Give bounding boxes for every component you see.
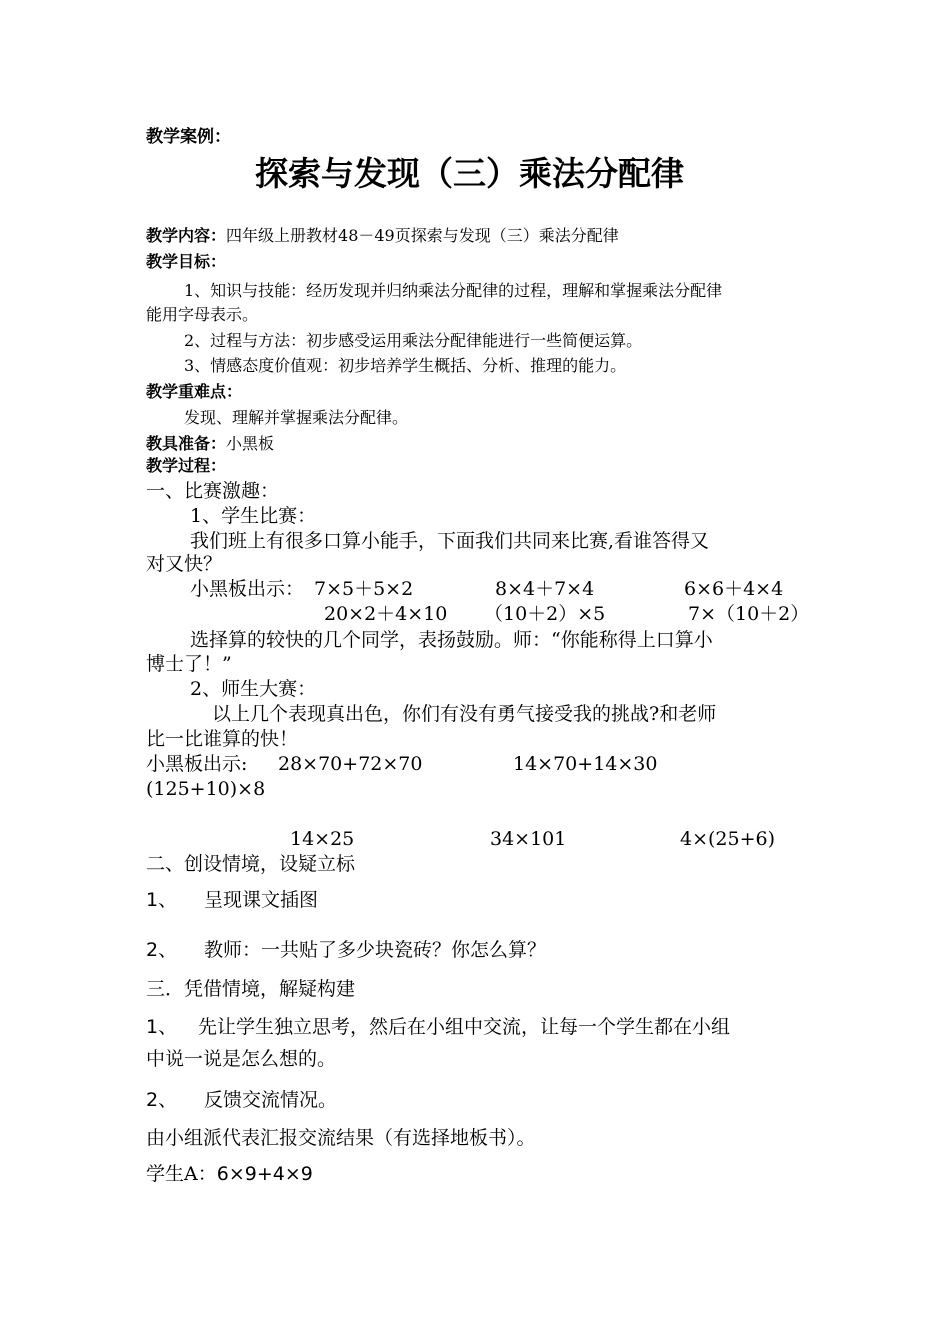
board2-expr-1: 28×70+72×70 — [278, 753, 423, 775]
part3-report: 由小组派代表汇报交流结果（有选择地板书）。 — [146, 1127, 536, 1149]
part2-title: 二、创设情境，设疑立标 — [146, 853, 356, 875]
goal-2: 2、过程与方法：初步感受运用乘法分配律能进行一些简便运算。 — [184, 331, 643, 350]
goal-3: 3、情感态度价值观：初步培养学生概括、分析、推理的能力。 — [184, 356, 627, 375]
part1-title: 一、比赛激趣： — [146, 480, 280, 502]
part3-num-1: 1、 — [146, 1016, 178, 1038]
board2-expr-6: 4×(25+6) — [680, 828, 776, 850]
board1-expr-3: 6×6＋4×4 — [684, 578, 784, 600]
part1-praise-line-1: 选择算的较快的几个同学，表扬鼓励。师：“你能称得上口算小 — [190, 629, 713, 651]
page-title: 探索与发现（三）乘法分配律 — [255, 154, 684, 193]
student-a-expr: 6×9+4×9 — [216, 1163, 313, 1185]
board2-expr-3: (125+10)×8 — [146, 778, 266, 800]
part2-num-1: 1、 — [146, 889, 178, 911]
part3-title: 三．凭借情境，解疑构建 — [146, 978, 356, 1000]
board2-label: 小黑板出示: — [146, 753, 248, 775]
part1-praise-line-2: 博士了！” — [146, 653, 232, 675]
key-points-text: 发现、理解并掌握乘法分配律。 — [184, 408, 409, 427]
goal-1-line-2: 能用字母表示。 — [146, 305, 259, 324]
process-label: 教学过程： — [146, 456, 227, 475]
board1-expr-4: 20×2＋4×10 — [324, 603, 448, 625]
board2-expr-2: 14×70+14×30 — [513, 753, 658, 775]
part2-item-2: 教师：一共贴了多少块瓷砖？你怎么算？ — [204, 939, 547, 961]
content-text: 四年级上册教材48－49页探索与发现（三）乘法分配律 — [226, 226, 619, 245]
tools-text: 小黑板 — [226, 434, 275, 453]
tools-label: 教具准备： — [146, 434, 227, 453]
part1-challenge-line-1: 以上几个表现真出色，你们有没有勇气接受我的挑战?和老师 — [212, 703, 717, 725]
part2-num-2: 2、 — [146, 939, 178, 961]
part1-para-line-1: 我们班上有很多口算小能手，下面我们共同来比赛,看谁答得又 — [190, 530, 710, 552]
board2-expr-5: 34×101 — [490, 828, 567, 850]
student-a-label: 学生A： — [146, 1163, 217, 1185]
board1-label: 小黑板出示： — [190, 578, 305, 600]
board2-expr-4: 14×25 — [290, 828, 355, 850]
tools-line — [146, 436, 274, 452]
board1-expr-5: （10＋2）×5 — [484, 603, 606, 625]
board1-expr-1: 7×5＋5×2 — [314, 578, 414, 600]
board1-expr-6: 7×（10＋2） — [688, 603, 810, 625]
part3-item-1-line-2: 中说一说是怎么想的。 — [146, 1048, 337, 1070]
key-points-label: 教学重难点： — [146, 382, 243, 401]
part2-item-1: 呈现课文插图 — [204, 889, 319, 911]
part3-item-2: 反馈交流情况。 — [204, 1089, 338, 1111]
part1-para-line-2: 对又快？ — [146, 553, 223, 575]
content-line — [146, 228, 619, 244]
goals-label: 教学目标： — [146, 252, 227, 271]
part1-challenge-line-2: 比一比谁算的快！ — [146, 728, 299, 750]
board1-expr-2: 8×4＋7×4 — [495, 578, 595, 600]
student-a-line — [146, 1165, 313, 1184]
part1-sub1: 1、学生比赛： — [190, 505, 317, 527]
goal-1-line-1: 1、知识与技能：经历发现并归纳乘法分配律的过程，理解和掌握乘法分配律 — [184, 281, 723, 300]
part1-sub2: 2、师生大赛： — [190, 678, 317, 700]
content-label: 教学内容： — [146, 226, 227, 245]
part3-item-1-line-1: 先让学生独立思考，然后在小组中交流，让每一个学生都在小组 — [198, 1016, 731, 1038]
case-label: 教学案例： — [146, 127, 231, 147]
part3-num-2: 2、 — [146, 1089, 178, 1111]
